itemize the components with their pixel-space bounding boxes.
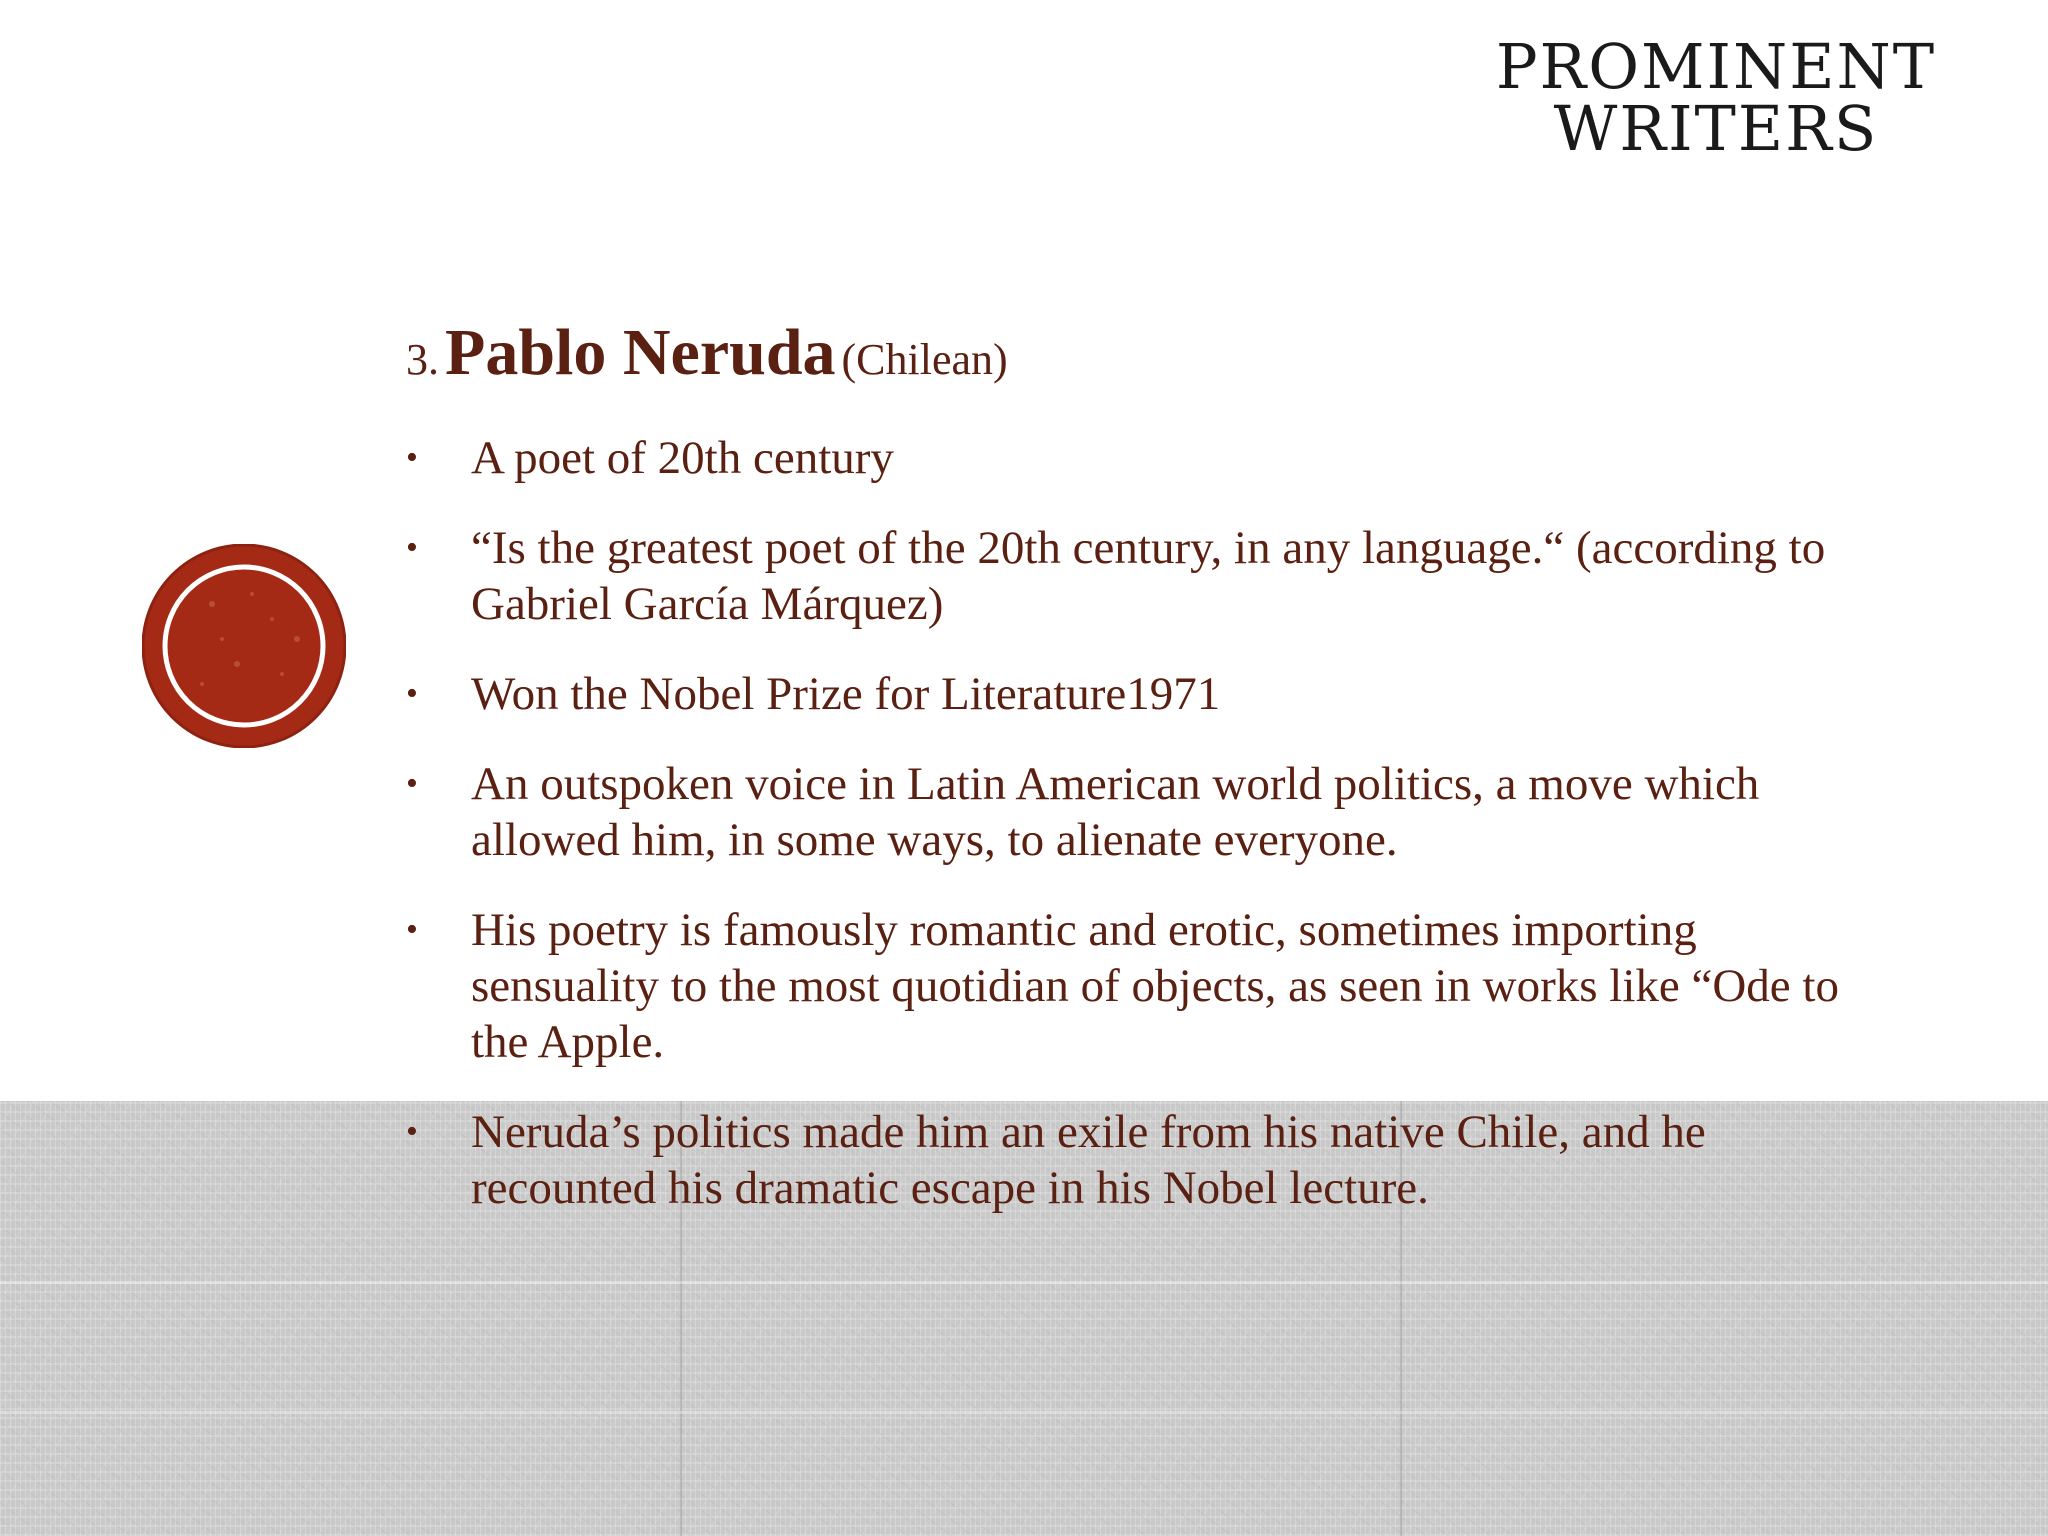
bullet-item	[406, 756, 1886, 868]
texture-line	[0, 1411, 2048, 1414]
bullet-text: “Is the greatest poet of the 20th century, in any language.“ (according to Gabriel García Márquez)	[471, 522, 1826, 630]
writer-name: Pablo Neruda	[445, 316, 836, 389]
writer-nationality: (Chilean)	[841, 335, 1008, 384]
bullet-item	[406, 902, 1886, 1070]
writer-heading	[406, 318, 1886, 402]
bullet-marker: •	[406, 675, 418, 712]
writer-number: 3.	[406, 335, 439, 384]
bullet-marker: •	[406, 1113, 418, 1150]
bullet-marker: •	[406, 765, 418, 802]
header-title-line1: PROMINENT	[1495, 30, 1937, 103]
bullet-item	[406, 666, 1886, 722]
slide-header-title	[1436, 30, 1996, 165]
bullet-item	[406, 430, 1886, 486]
bullet-list	[406, 430, 1886, 1216]
header-title-line2: WRITERS	[1553, 92, 1879, 165]
bullet-text: An outspoken voice in Latin American world politics, a move which allowed him, in some ways, to alienate everyone.	[471, 758, 1760, 866]
texture-line	[0, 1281, 2048, 1284]
bullet-text: His poetry is famously romantic and erotic, sometimes importing sensuality to the most quotidian of objects, as seen in works like “Ode to the Apple.	[471, 904, 1839, 1068]
bullet-marker: •	[406, 529, 418, 566]
bullet-text: A poet of 20th century	[471, 432, 894, 484]
bullet-item	[406, 1104, 1886, 1216]
content-area	[406, 318, 1886, 1250]
bullet-item	[406, 520, 1886, 632]
bullet-text: Won the Nobel Prize for Literature1971	[471, 668, 1221, 720]
bullet-text: Neruda’s politics made him an exile from his native Chile, and he recounted his dramatic escape in his Nobel lecture.	[471, 1106, 1706, 1214]
bullet-marker: •	[406, 439, 418, 476]
bullet-marker: •	[406, 911, 418, 948]
red-circle-ring-icon	[142, 544, 346, 748]
